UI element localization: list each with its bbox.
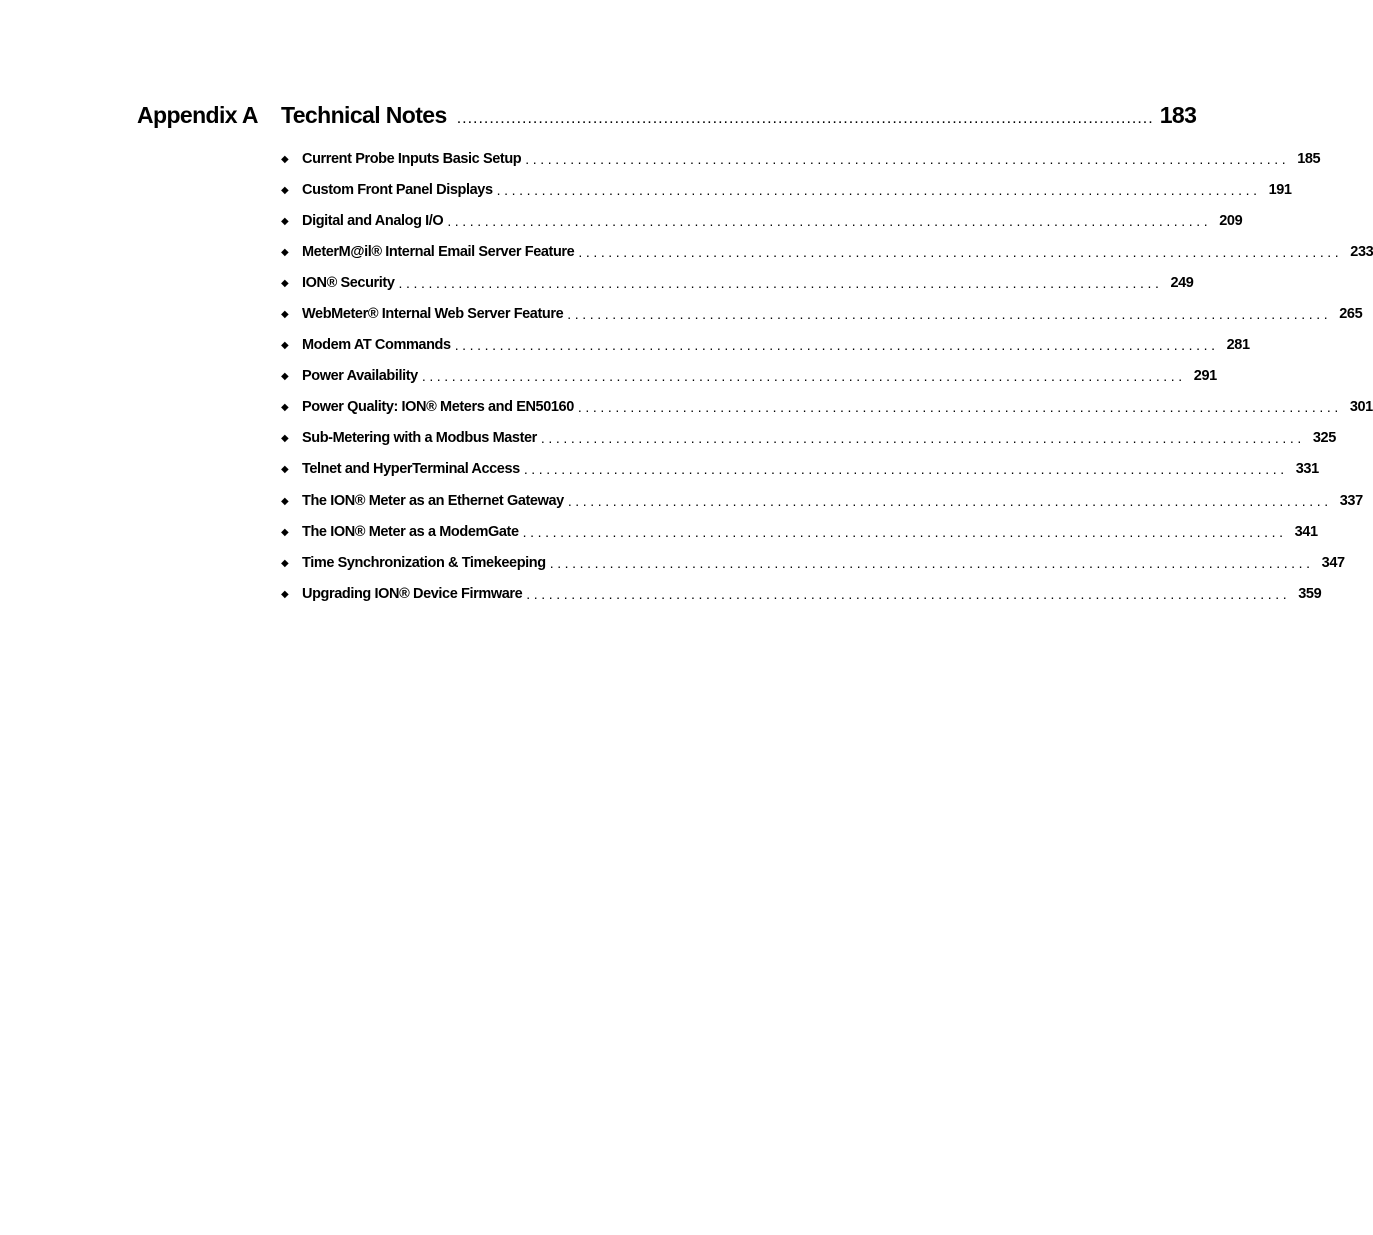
leader-dots: ...................................................................................................... — [577, 399, 1342, 416]
diamond-bullet-icon: ◆ — [281, 371, 289, 383]
leader-dots: ...................................................................................................... — [525, 150, 1290, 167]
toc-entry[interactable] — [281, 392, 1373, 423]
diamond-bullet-icon: ◆ — [281, 309, 289, 321]
toc-entry[interactable] — [281, 454, 1319, 485]
toc-section-heading[interactable] — [281, 102, 1197, 129]
diamond-bullet-icon: ◆ — [281, 153, 289, 165]
leader-dots: ...................................................................................................... — [398, 274, 1163, 291]
toc-entry-page: 347 — [1321, 554, 1345, 571]
toc-entry-title: The ION® Meter as a ModemGate — [302, 523, 519, 540]
toc-entry-title: Custom Front Panel Displays — [302, 181, 493, 198]
toc-entry-page: 185 — [1297, 150, 1321, 167]
leader-dots: ...................................................................................................... — [567, 492, 1332, 509]
toc-entry[interactable] — [281, 485, 1363, 516]
toc-entry-page: 281 — [1226, 337, 1250, 354]
leader-dots: ...................................................................................................... — [496, 181, 1261, 198]
toc-entry-page: 331 — [1295, 461, 1319, 478]
diamond-bullet-icon: ◆ — [281, 588, 289, 600]
section-page-number: 183 — [1159, 102, 1197, 128]
leader-dots: ...................................................................................................... — [523, 461, 1288, 478]
leader-dots: ...................................................................................................... — [421, 368, 1186, 385]
toc-entry-title: Telnet and HyperTerminal Access — [302, 461, 520, 478]
toc-entry[interactable] — [281, 236, 1373, 267]
toc-entry-page: 233 — [1350, 243, 1373, 260]
toc-entry[interactable] — [281, 330, 1250, 361]
toc-entry-page: 325 — [1312, 430, 1336, 447]
toc-entry-page: 301 — [1349, 399, 1373, 416]
appendix-label: Appendix A — [137, 102, 258, 128]
toc-entry-title: Power Quality: ION® Meters and EN50160 — [302, 399, 574, 416]
diamond-bullet-icon: ◆ — [281, 215, 289, 227]
toc-entry[interactable] — [281, 143, 1321, 174]
toc-entry[interactable] — [281, 516, 1318, 547]
toc-entry-page: 265 — [1339, 306, 1363, 323]
diamond-bullet-icon: ◆ — [281, 495, 289, 507]
leader-dots: ...................................................................................................... — [526, 585, 1291, 602]
diamond-bullet-icon: ◆ — [281, 184, 289, 196]
toc-entry-page: 337 — [1339, 492, 1363, 509]
diamond-bullet-icon: ◆ — [281, 340, 289, 352]
toc-entry-page: 191 — [1268, 181, 1292, 198]
leader-dots: ...................................................................................................... — [549, 554, 1314, 571]
toc-entry-title: Power Availability — [302, 368, 418, 385]
toc-entry[interactable] — [281, 205, 1243, 236]
toc-list — [281, 143, 1373, 609]
toc-entry[interactable] — [281, 361, 1217, 392]
toc-entry-title: Current Probe Inputs Basic Setup — [302, 150, 522, 167]
toc-entry-page: 291 — [1193, 368, 1217, 385]
leader-dots: ...................................................................................................... — [578, 243, 1343, 260]
diamond-bullet-icon: ◆ — [281, 402, 289, 414]
toc-entry-page: 209 — [1219, 212, 1243, 229]
toc-entry-page: 341 — [1294, 523, 1318, 540]
toc-entry-title: Upgrading ION® Device Firmware — [302, 585, 523, 602]
diamond-bullet-icon: ◆ — [281, 526, 289, 538]
diamond-bullet-icon: ◆ — [281, 464, 289, 476]
toc-entry-title: Modem AT Commands — [302, 337, 451, 354]
toc-entry[interactable] — [281, 578, 1322, 609]
toc-entry-title: WebMeter® Internal Web Server Feature — [302, 306, 564, 323]
diamond-bullet-icon: ◆ — [281, 433, 289, 445]
leader-dots: ...................................................................................................... — [447, 212, 1212, 229]
toc-entry-title: MeterM@il® Internal Email Server Feature — [302, 243, 575, 260]
toc-entry[interactable] — [281, 423, 1336, 454]
toc-entry[interactable] — [281, 298, 1363, 329]
diamond-bullet-icon: ◆ — [281, 557, 289, 569]
leader-dots: ...................................................................................................... — [540, 430, 1305, 447]
toc-entry-page: 359 — [1298, 585, 1322, 602]
toc-entry-title: Digital and Analog I/O — [302, 212, 444, 229]
leader-dots: ...................................................................................................... — [567, 306, 1332, 323]
toc-entry-title: Time Synchronization & Timekeeping — [302, 554, 546, 571]
leader-dots: ...................................................................................................... — [522, 523, 1287, 540]
toc-entry[interactable] — [281, 267, 1194, 298]
toc-entry-title: The ION® Meter as an Ethernet Gateway — [302, 492, 564, 509]
toc-entry-title: Sub-Metering with a Modbus Master — [302, 430, 537, 447]
toc-entry-page: 249 — [1170, 274, 1194, 291]
toc-entry[interactable] — [281, 174, 1292, 205]
diamond-bullet-icon: ◆ — [281, 277, 289, 289]
leader-dots: ...................................................................................................... — [454, 337, 1219, 354]
diamond-bullet-icon: ◆ — [281, 246, 289, 258]
toc-entry[interactable] — [281, 547, 1345, 578]
section-title: Technical Notes — [281, 102, 447, 128]
toc-entry-title: ION® Security — [302, 274, 395, 291]
leader-dots: ................................................................................................................................ — [456, 110, 1154, 127]
